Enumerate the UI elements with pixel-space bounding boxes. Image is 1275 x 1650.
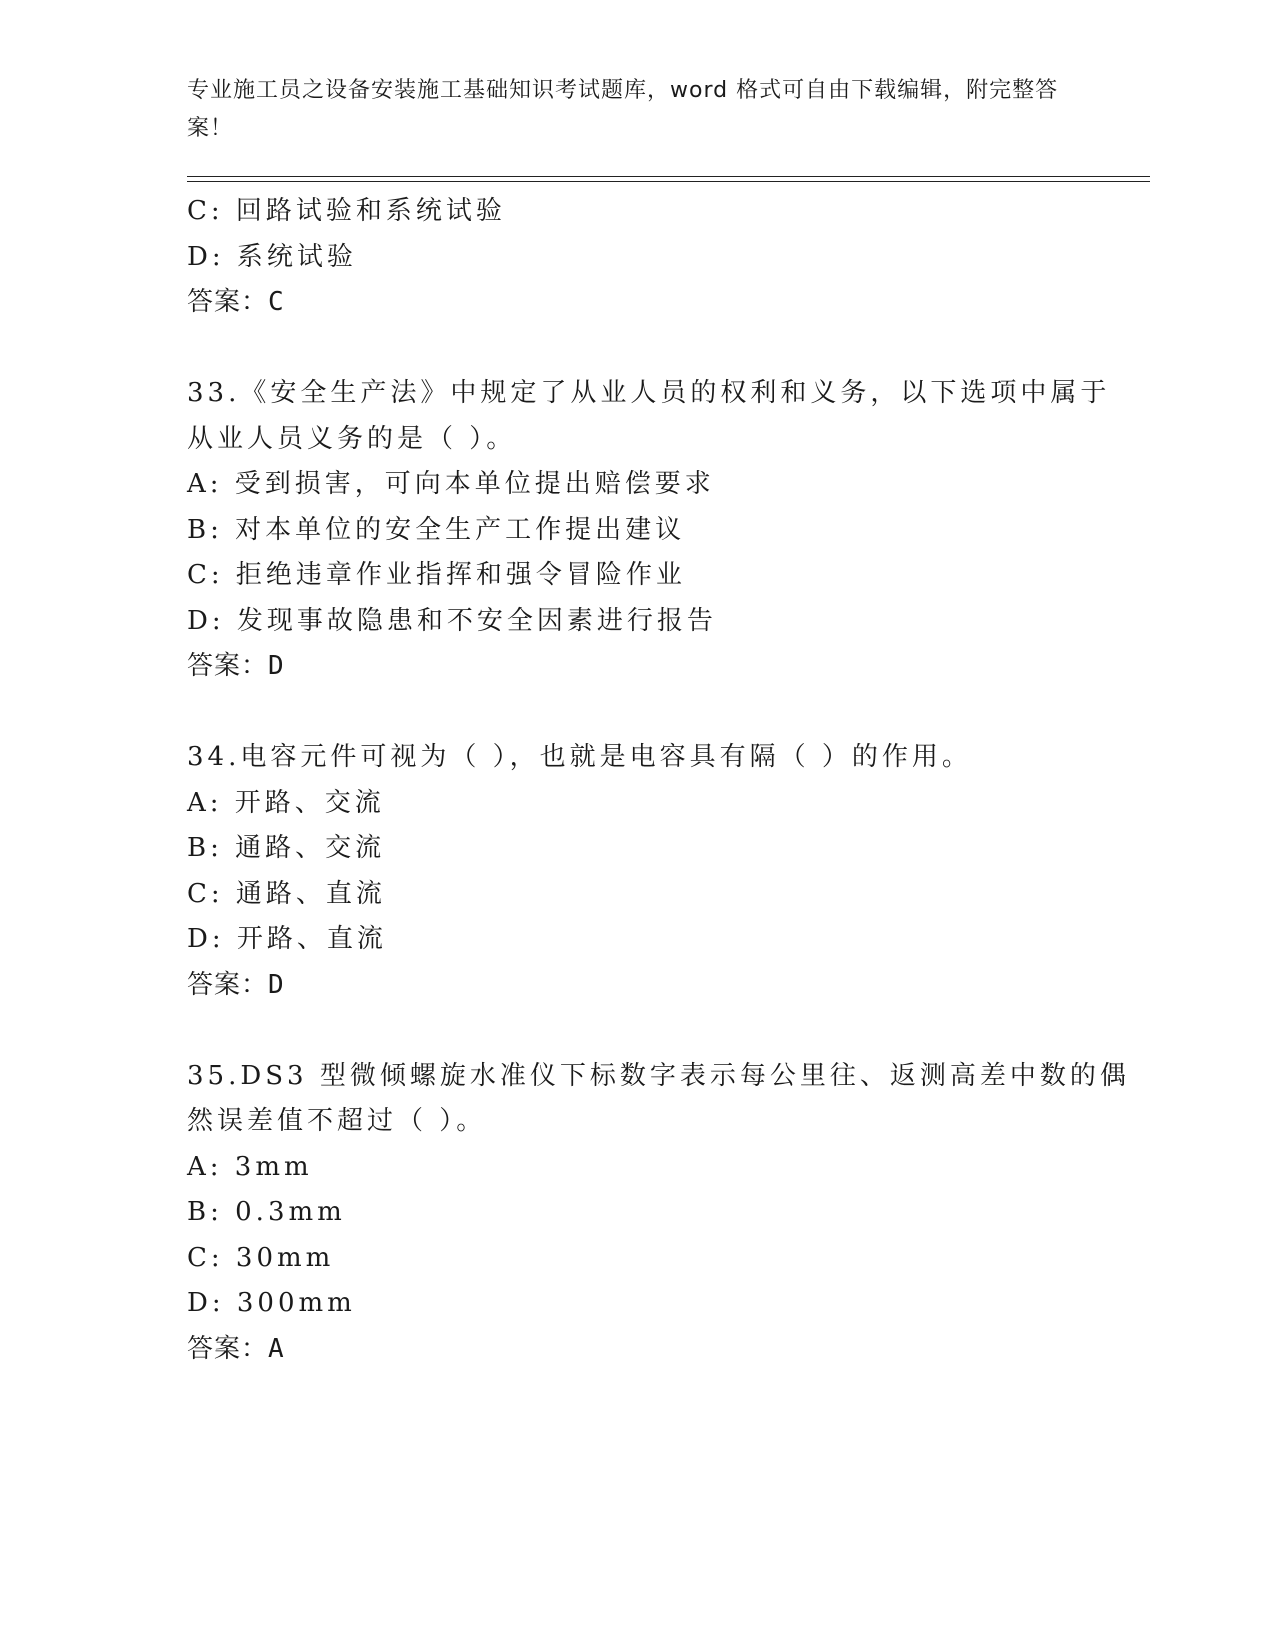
- option-b: B: 0.3mm: [187, 1197, 346, 1227]
- option-a: A: 受到损害，可向本单位提出赔偿要求: [187, 469, 715, 499]
- question-block-33: [187, 371, 1111, 690]
- option-a: A: 开路、交流: [187, 787, 385, 818]
- option-d: D: 300mm: [187, 1288, 356, 1318]
- answer-line: 答案：D: [187, 651, 285, 681]
- answer-line: 答案：C: [187, 287, 285, 317]
- question-stem: 34.电容元件可视为（ ），也就是电容具有隔（ ）的作用。: [187, 742, 972, 772]
- spacer: [187, 326, 1087, 372]
- spacer: [187, 1008, 1087, 1054]
- option-b: B: 通路、交流: [187, 833, 386, 863]
- question-stem-continued: 然误差值不超过（ ）。: [187, 1106, 487, 1136]
- option-d: D: 开路、直流: [187, 924, 387, 954]
- option-c: C: 回路试验和系统试验: [187, 196, 506, 226]
- question-stem: 35.DS3 型微倾螺旋水准仪下标数字表示每公里往、返测高差中数的偶: [187, 1060, 1130, 1091]
- option-c: C: 30mm: [187, 1242, 335, 1273]
- header-divider-bottom: [187, 181, 1150, 182]
- question-stem: 33.《安全生产法》中规定了从业人员的权利和义务，以下选项中属于: [187, 378, 1111, 408]
- question-block-partial: [187, 189, 1087, 326]
- question-stem-continued: 从业人员义务的是（ ）。: [187, 423, 517, 454]
- document-header: 专业施工员之设备安装施工基础知识考试题库，word 格式可自由下载编辑，附完整答案！: [187, 78, 1059, 141]
- option-d: D: 系统试验: [187, 241, 357, 272]
- option-b: B: 对本单位的安全生产工作提出建议: [187, 514, 686, 545]
- question-block-34: [187, 735, 1087, 1008]
- option-c: C: 拒绝违章作业指挥和强令冒险作业: [187, 560, 686, 590]
- question-block-35: [187, 1054, 1130, 1373]
- answer-line: 答案：A: [187, 1333, 285, 1364]
- answer-line: 答案：D: [187, 969, 285, 1000]
- option-c: C: 通路、直流: [187, 878, 386, 909]
- option-d: D: 发现事故隐患和不安全因素进行报告: [187, 605, 717, 636]
- spacer: [187, 690, 1087, 736]
- header-divider-top: [187, 176, 1150, 177]
- option-a: A: 3mm: [187, 1151, 313, 1182]
- question-list: [187, 189, 1130, 1372]
